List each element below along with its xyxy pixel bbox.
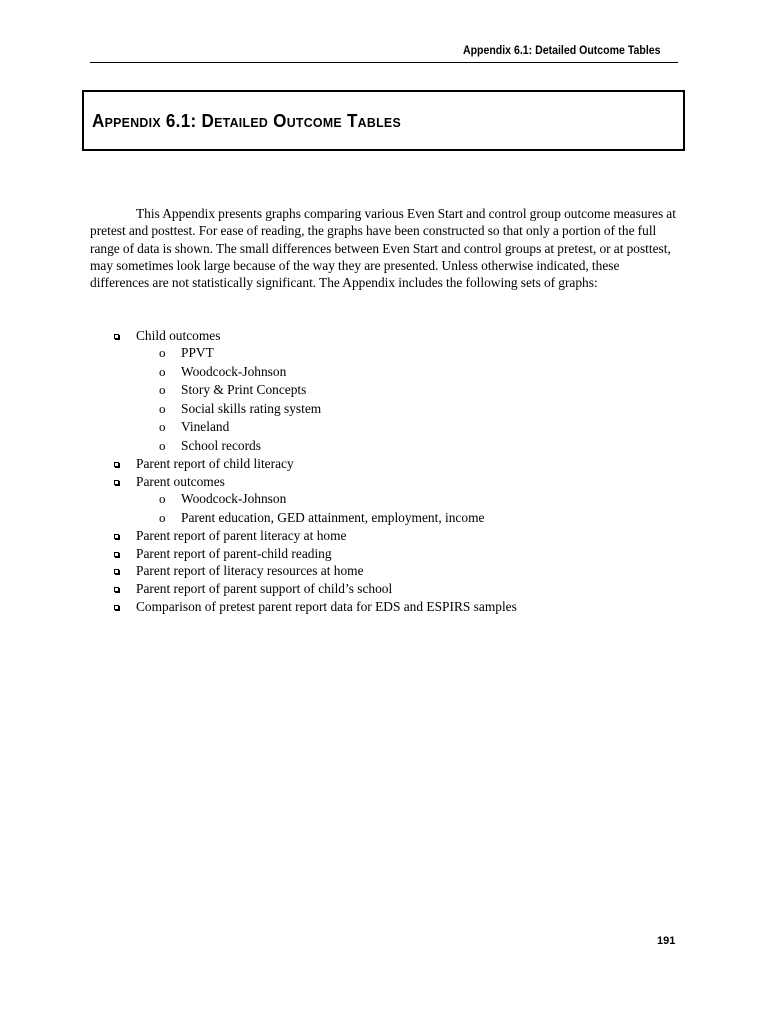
sub-list-item: Woodcock-Johnson	[181, 364, 287, 379]
square-bullet-icon	[114, 552, 119, 557]
sub-list-item: Woodcock-Johnson	[181, 491, 287, 506]
page-title: Appendix 6.1: Detailed Outcome Tables	[92, 111, 401, 131]
sub-list-item: Parent education, GED attainment, employment, income	[181, 510, 485, 525]
sub-bullet-marker: o	[159, 345, 166, 360]
list-item: Child outcomes	[136, 328, 221, 343]
list-item: Parent report of literacy resources at home	[136, 563, 364, 578]
sub-list-item: Social skills rating system	[181, 401, 322, 416]
title-box	[82, 90, 685, 151]
list-item: Parent report of child literacy	[136, 456, 294, 471]
sub-bullet-marker: o	[159, 438, 166, 453]
sub-bullet-marker: o	[159, 364, 166, 379]
square-bullet-icon	[114, 334, 119, 339]
sub-list-item: Story & Print Concepts	[181, 382, 307, 397]
sub-bullet-marker: o	[159, 491, 166, 506]
sub-bullet-marker: o	[159, 401, 166, 416]
list-item: Parent report of parent-child reading	[136, 546, 332, 561]
square-bullet-icon	[114, 534, 119, 539]
sub-list-item: Vineland	[181, 419, 230, 434]
square-bullet-icon	[114, 480, 119, 485]
sub-bullet-marker: o	[159, 419, 166, 434]
square-bullet-icon	[114, 605, 119, 610]
square-bullet-icon	[114, 587, 119, 592]
sub-list-item: School records	[181, 438, 261, 453]
page-number: 191	[657, 935, 676, 947]
intro-paragraph: This Appendix presents graphs comparing various Even Start and control group outcome measures at pretest and posttest. For ease of reading, the graphs have been constructed so that only a portion of the full range of data is shown. The small differences between Even Start and control groups at pretest, or at posttest, may sometimes look large because of the way they are presented. Unless otherwise indicated, these differences are not statistically significant. The Appendix includes the following sets of graphs:	[90, 206, 676, 291]
list-item: Parent outcomes	[136, 474, 225, 489]
sub-bullet-marker: o	[159, 382, 166, 397]
running-header: Appendix 6.1: Detailed Outcome Tables	[462, 43, 660, 57]
sub-bullet-marker: o	[159, 510, 166, 525]
square-bullet-icon	[114, 462, 119, 467]
list-item: Parent report of parent support of child’s school	[136, 581, 393, 596]
square-bullet-icon	[114, 569, 119, 574]
list-item: Parent report of parent literacy at home	[136, 528, 347, 543]
header-rule	[90, 62, 678, 63]
sub-list-item: PPVT	[181, 345, 214, 360]
list-item: Comparison of pretest parent report data for EDS and ESPIRS samples	[136, 599, 517, 614]
